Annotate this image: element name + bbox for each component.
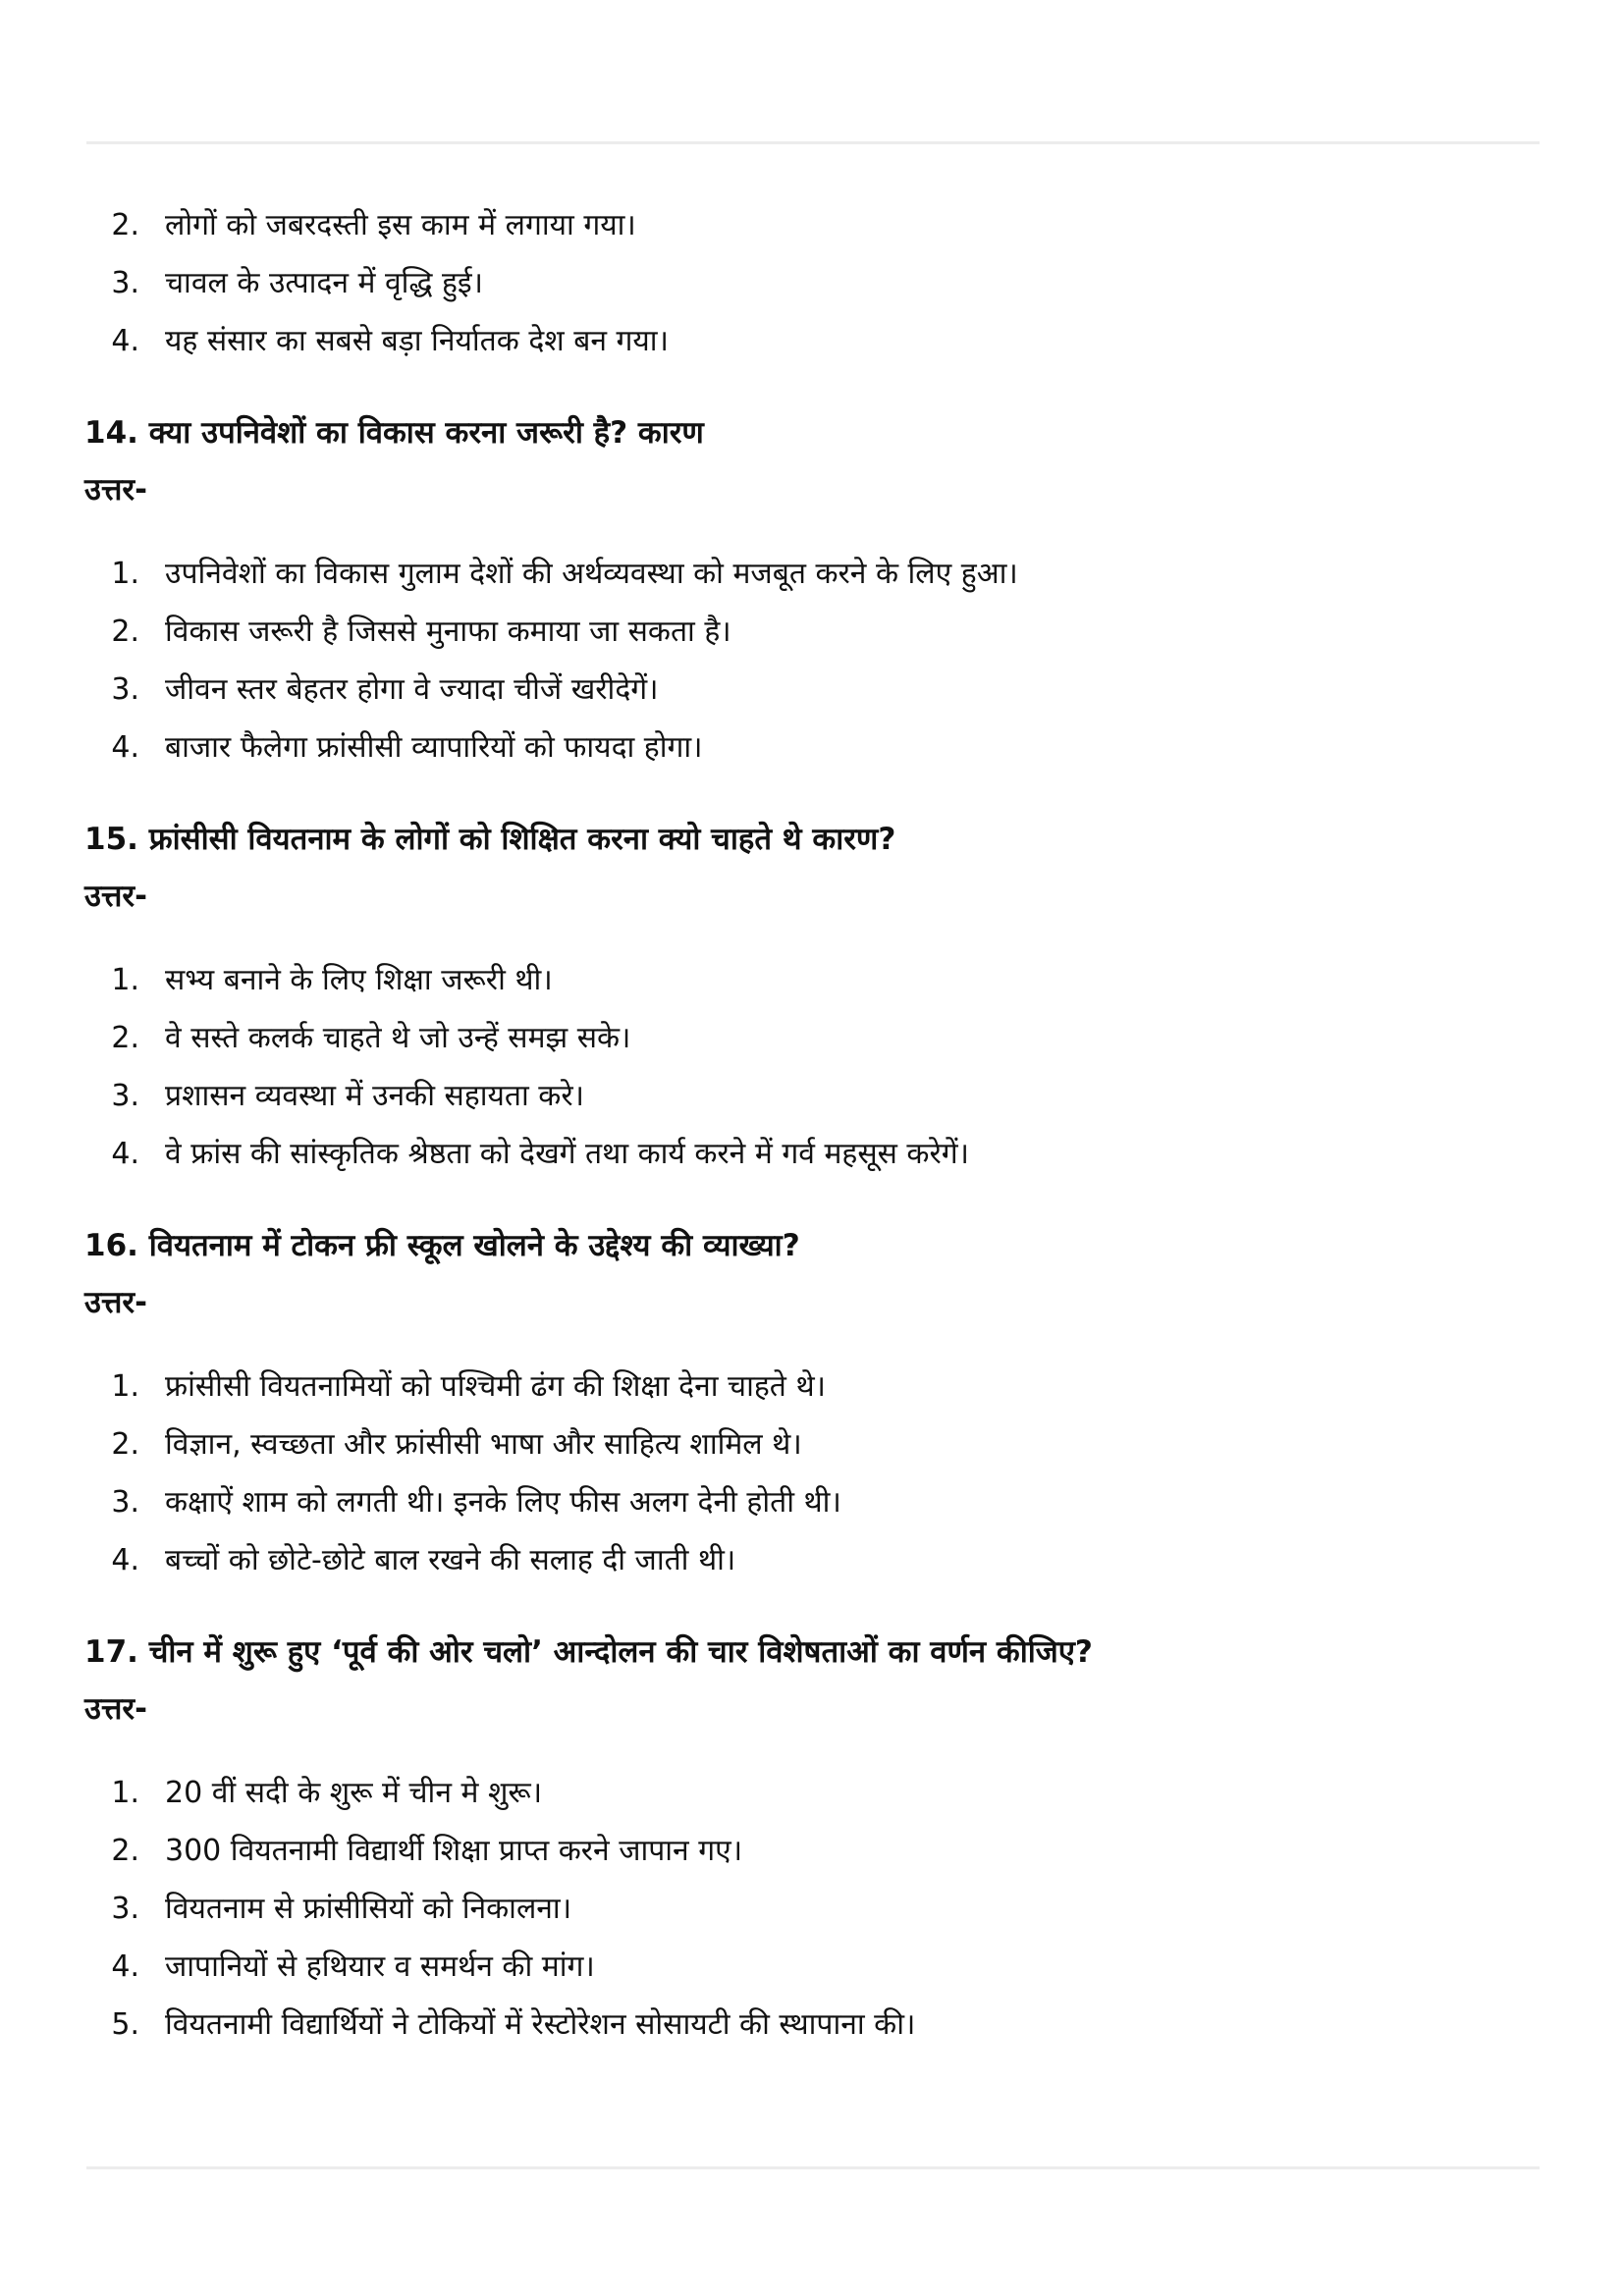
item-number: 2. — [111, 1427, 139, 1462]
item-text: उपनिवेशों का विकास गुलाम देशों की अर्थव्यवस्था को मजबूत करने के लिए हुआ। — [165, 557, 1018, 591]
item-number: 4. — [111, 1949, 139, 1984]
answer-list — [84, 555, 1538, 786]
question-heading: 14. क्या उपनिवेशों का विकास करना जरूरी है? कारण — [84, 415, 704, 451]
item-text: 20 वीं सदी के शुरू में चीन मे शुरू। — [165, 1776, 543, 1810]
list-item — [84, 1135, 1538, 1193]
item-number: 1. — [111, 557, 139, 591]
item-text: जापानियों से हथियार व समर्थन की मांग। — [165, 1949, 595, 1984]
document-body — [84, 206, 1538, 2063]
item-number: 2. — [111, 208, 139, 242]
item-number: 3. — [111, 1079, 139, 1113]
item-text: चावल के उत्पादन में वृद्धि हुई। — [165, 266, 483, 300]
item-number: 3. — [111, 1485, 139, 1520]
list-item — [84, 1832, 1538, 1890]
list-item — [84, 1077, 1538, 1135]
list-item — [84, 1890, 1538, 1948]
item-number: 5. — [111, 2007, 139, 2042]
item-number: 4. — [111, 1137, 139, 1171]
item-text: 300 वियतनामी विद्यार्थी शिक्षा प्राप्त करने जापान गए। — [165, 1834, 743, 1868]
question-heading: 16. वियतनाम में टोकन फ्री स्कूल खोलने के उद्देश्य की व्याख्या? — [84, 1228, 800, 1263]
answer-label: उत्तर- — [84, 1285, 147, 1320]
item-text: वियतनामी विद्यार्थियों ने टोकियों में रेस्टोरेशन सोसायटी की स्थापाना की। — [165, 2007, 916, 2042]
item-number: 4. — [111, 730, 139, 765]
list-item — [84, 1425, 1538, 1483]
list-item — [84, 1541, 1538, 1599]
item-number: 3. — [111, 672, 139, 707]
question-block-17 — [84, 1630, 1538, 2063]
item-text: बाजार फैलेगा फ्रांसीसी व्यापारियों को फायदा होगा। — [165, 730, 703, 765]
item-text: कक्षाऐं शाम को लगती थी। इनके लिए फीस अलग देनी होती थी। — [165, 1485, 841, 1520]
item-text: प्रशासन व्यवस्था में उनकी सहायता करे। — [165, 1079, 584, 1113]
list-item — [84, 555, 1538, 613]
bottom-divider — [86, 2166, 1540, 2169]
list-item — [84, 961, 1538, 1019]
answer-label: उत्तर- — [84, 879, 147, 914]
question-block-14 — [84, 411, 1538, 786]
question-heading: 15. फ्रांसीसी वियतनाम के लोगों को शिक्षित करना क्यो चाहते थे कारण? — [84, 822, 896, 857]
answer-list — [84, 1367, 1538, 1599]
item-text: विज्ञान, स्वच्छता और फ्रांसीसी भाषा और साहित्य शामिल थे। — [165, 1427, 802, 1462]
list-item — [84, 670, 1538, 728]
answer-list — [84, 961, 1538, 1193]
item-text: बच्चों को छोटे-छोटे बाल रखने की सलाह दी जाती थी। — [165, 1543, 736, 1577]
item-number: 1. — [111, 963, 139, 997]
question-block-15 — [84, 818, 1538, 1193]
item-text: जीवन स्तर बेहतर होगा वे ज्यादा चीजें खरीदेगें। — [165, 672, 659, 707]
continued-answer-list — [84, 206, 1538, 380]
list-item — [84, 322, 1538, 380]
list-item — [84, 2005, 1538, 2063]
item-number: 1. — [111, 1369, 139, 1404]
item-text: वियतनाम से फ्रांसीसियों को निकालना। — [165, 1892, 572, 1926]
list-item — [84, 206, 1538, 264]
question-heading: 17. चीन में शुरू हुए ‘पूर्व की ओर चलो’ आन्दोलन की चार विशेषताओं का वर्णन कीजिए? — [84, 1634, 1093, 1670]
item-text: वे फ्रांस की सांस्कृतिक श्रेष्ठता को देखगें तथा कार्य करने में गर्व महसूस करेगें। — [165, 1137, 969, 1171]
list-item — [84, 1948, 1538, 2005]
item-text: यह संसार का सबसे बड़ा निर्यातक देश बन गया। — [165, 324, 669, 358]
list-item — [84, 1367, 1538, 1425]
answer-label: उत्तर- — [84, 1691, 147, 1727]
item-number: 3. — [111, 266, 139, 300]
top-divider — [86, 141, 1540, 144]
list-item — [84, 728, 1538, 786]
item-number: 3. — [111, 1892, 139, 1926]
item-number: 1. — [111, 1776, 139, 1810]
answer-label: उत्तर- — [84, 472, 147, 507]
answer-list — [84, 1774, 1538, 2063]
list-item — [84, 1774, 1538, 1832]
item-number: 2. — [111, 1021, 139, 1055]
list-item — [84, 264, 1538, 322]
question-block-16 — [84, 1224, 1538, 1599]
item-number: 2. — [111, 1834, 139, 1868]
item-number: 4. — [111, 324, 139, 358]
item-text: फ्रांसीसी वियतनामियों को पश्चिमी ढंग की शिक्षा देना चाहते थे। — [165, 1369, 826, 1404]
item-number: 4. — [111, 1543, 139, 1577]
item-number: 2. — [111, 614, 139, 649]
list-item — [84, 1483, 1538, 1541]
item-text: लोगों को जबरदस्ती इस काम में लगाया गया। — [165, 208, 636, 242]
item-text: वे सस्ते कलर्क चाहते थे जो उन्हें समझ सके। — [165, 1021, 631, 1055]
list-item — [84, 613, 1538, 670]
list-item — [84, 1019, 1538, 1077]
item-text: सभ्य बनाने के लिए शिक्षा जरूरी थी। — [165, 963, 553, 997]
item-text: विकास जरूरी है जिससे मुनाफा कमाया जा सकता है। — [165, 614, 731, 649]
